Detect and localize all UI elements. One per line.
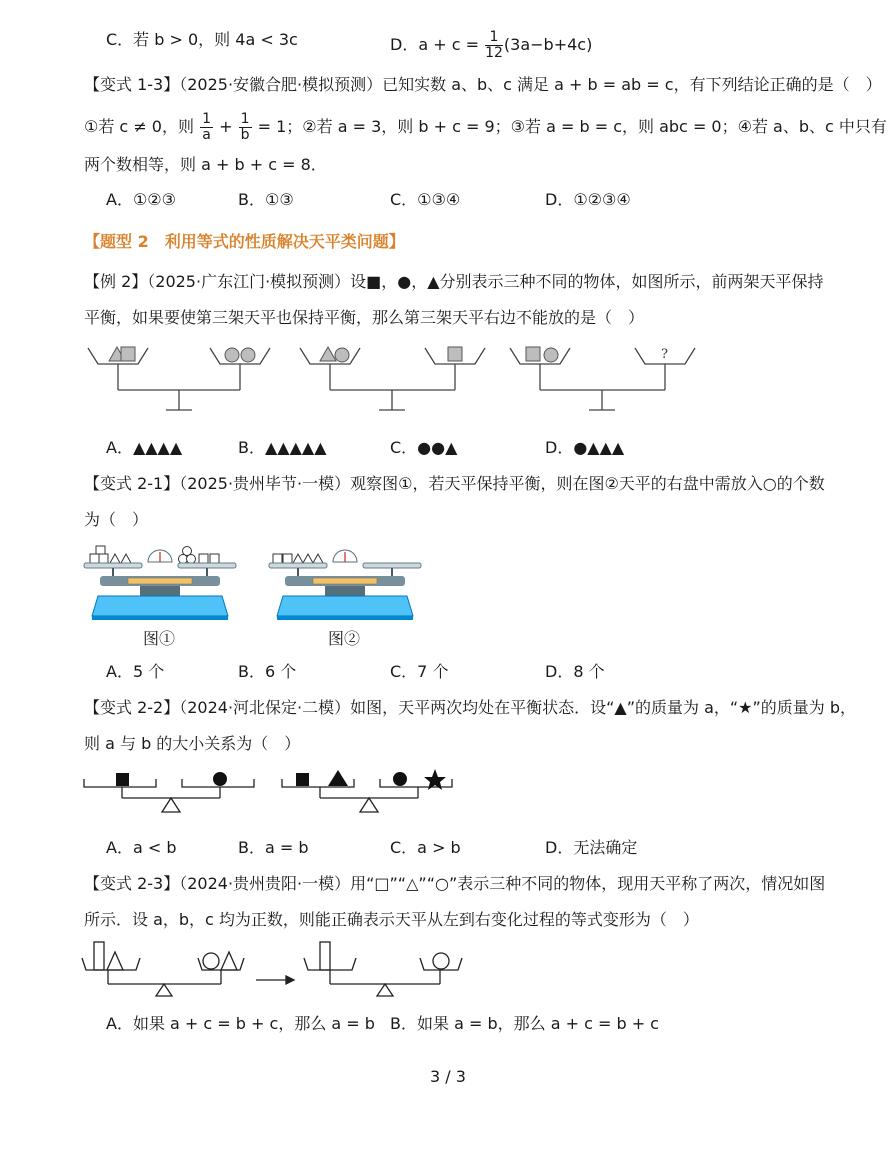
circle-object	[225, 348, 239, 362]
option-d: D．无法确定	[545, 838, 638, 857]
fraction	[200, 112, 213, 143]
triangle-object	[221, 952, 237, 970]
square-object	[94, 942, 104, 970]
scale-figure-1	[80, 540, 242, 622]
fraction	[239, 112, 252, 143]
fraction-denominator: 12	[485, 45, 503, 61]
figure-1-caption: 图①	[143, 629, 176, 648]
option-d: D．①②③④	[545, 190, 631, 209]
option-b: B．6 个	[238, 662, 297, 681]
fraction	[485, 30, 503, 61]
two-balances-figure	[82, 765, 472, 820]
circle-object	[393, 772, 407, 786]
balance-change-figure	[82, 940, 472, 1002]
section-heading: 【题型 2 利用等式的性质解决天平类问题】	[84, 232, 405, 251]
fraction-numerator: 1	[240, 111, 250, 127]
text-segment: = 1；②若 a = 3，则 b + c = 9；③若 a = b = c，则 abc = 0；④若 a、b、c 中只有	[257, 117, 887, 136]
figure-2-caption: 图②	[328, 629, 361, 648]
option-a: A．▲▲▲▲	[106, 438, 183, 457]
option-c: C．若 b > 0，则 4a < 3c	[106, 30, 298, 49]
option-a: A．①②③	[106, 190, 176, 209]
option-b: B．▲▲▲▲▲	[238, 438, 327, 457]
fraction-numerator: 1	[485, 30, 503, 46]
square-object	[526, 347, 540, 361]
option-a: A．如果 a + c = b + c，那么 a = b	[106, 1014, 375, 1033]
circle-object	[213, 772, 227, 786]
three-balances-figure	[80, 340, 720, 420]
circle-object	[544, 348, 558, 362]
option-a: A．5 个	[106, 662, 165, 681]
question-v21-line2: 为（ ）	[84, 510, 149, 529]
triangle-object	[107, 952, 123, 970]
option-d-suffix: (3a−b+4c)	[503, 35, 593, 54]
question-v13-line2	[84, 112, 887, 143]
question-v23-line1: 【变式 2-3】（2024·贵州贵阳·一模）用“□”“△”“○”表示三种不同的物体，现用天平称了两次，情况如图	[84, 874, 826, 893]
circle-object	[203, 953, 219, 969]
question-v21-line1: 【变式 2-1】（2025·贵州毕节·一模）观察图①，若天平保持平衡，则在图②天平的右盘中需放入○的个数	[84, 474, 825, 493]
option-d-prefix: D．a + c =	[390, 35, 479, 54]
square-object	[320, 942, 330, 970]
page-number: 3 / 3	[430, 1067, 466, 1086]
option-b: B．①③	[238, 190, 294, 209]
square-object	[296, 773, 309, 786]
square-object	[448, 347, 462, 361]
circle-object	[335, 348, 349, 362]
question-v23-line2: 所示．设 a，b，c 均为正数，则能正确表示天平从左到右变化过程的等式变形为（ ）	[84, 910, 699, 929]
option-c: C．a > b	[390, 838, 461, 857]
scale-figure-2	[265, 540, 427, 622]
fraction-denominator: b	[240, 127, 250, 143]
triangle-object	[320, 347, 336, 361]
example-2-line1: 【例 2】（2025·广东江门·模拟预测）设■，●，▲分别表示三种不同的物体，如图所示，前两架天平保持	[84, 272, 824, 291]
option-d: D．8 个	[545, 662, 605, 681]
option-b: B．a = b	[238, 838, 309, 857]
example-2-line2: 平衡，如果要使第三架天平也保持平衡，那么第三架天平右边不能放的是（ ）	[84, 308, 645, 327]
text-segment: ①若 c ≠ 0，则	[84, 117, 194, 136]
option-c: C．①③④	[390, 190, 461, 209]
arrow-right-icon	[286, 976, 294, 984]
circle-object	[241, 348, 255, 362]
plus-sign: +	[219, 117, 233, 136]
option-a: A．a < b	[106, 838, 177, 857]
fraction-denominator: a	[202, 127, 211, 143]
fraction-numerator: 1	[202, 111, 212, 127]
question-v22-line2: 则 a 与 b 的大小关系为（ ）	[84, 734, 301, 753]
circle-object	[433, 953, 449, 969]
option-d	[390, 30, 592, 61]
square-object	[121, 347, 135, 361]
question-v22-line1: 【变式 2-2】（2024·河北保定·二模）如图，天平两次均处在平衡状态．设“▲”的质量为 a，“★”的质量为 b，	[84, 698, 857, 717]
question-mark: ?	[661, 347, 668, 362]
option-c: C．●●▲	[390, 438, 458, 457]
option-c: C．7 个	[390, 662, 449, 681]
option-d: D．●▲▲▲	[545, 438, 625, 457]
option-b: B．如果 a = b，那么 a + c = b + c	[390, 1014, 659, 1033]
question-v13-line3: 两个数相等，则 a + b + c = 8．	[84, 155, 327, 174]
question-v13-heading: 【变式 1-3】（2025·安徽合肥·模拟预测）已知实数 a、b、c 满足 a + b = ab = c，有下列结论正确的是（ ）	[84, 75, 882, 94]
square-object	[116, 773, 129, 786]
triangle-object	[328, 770, 348, 786]
